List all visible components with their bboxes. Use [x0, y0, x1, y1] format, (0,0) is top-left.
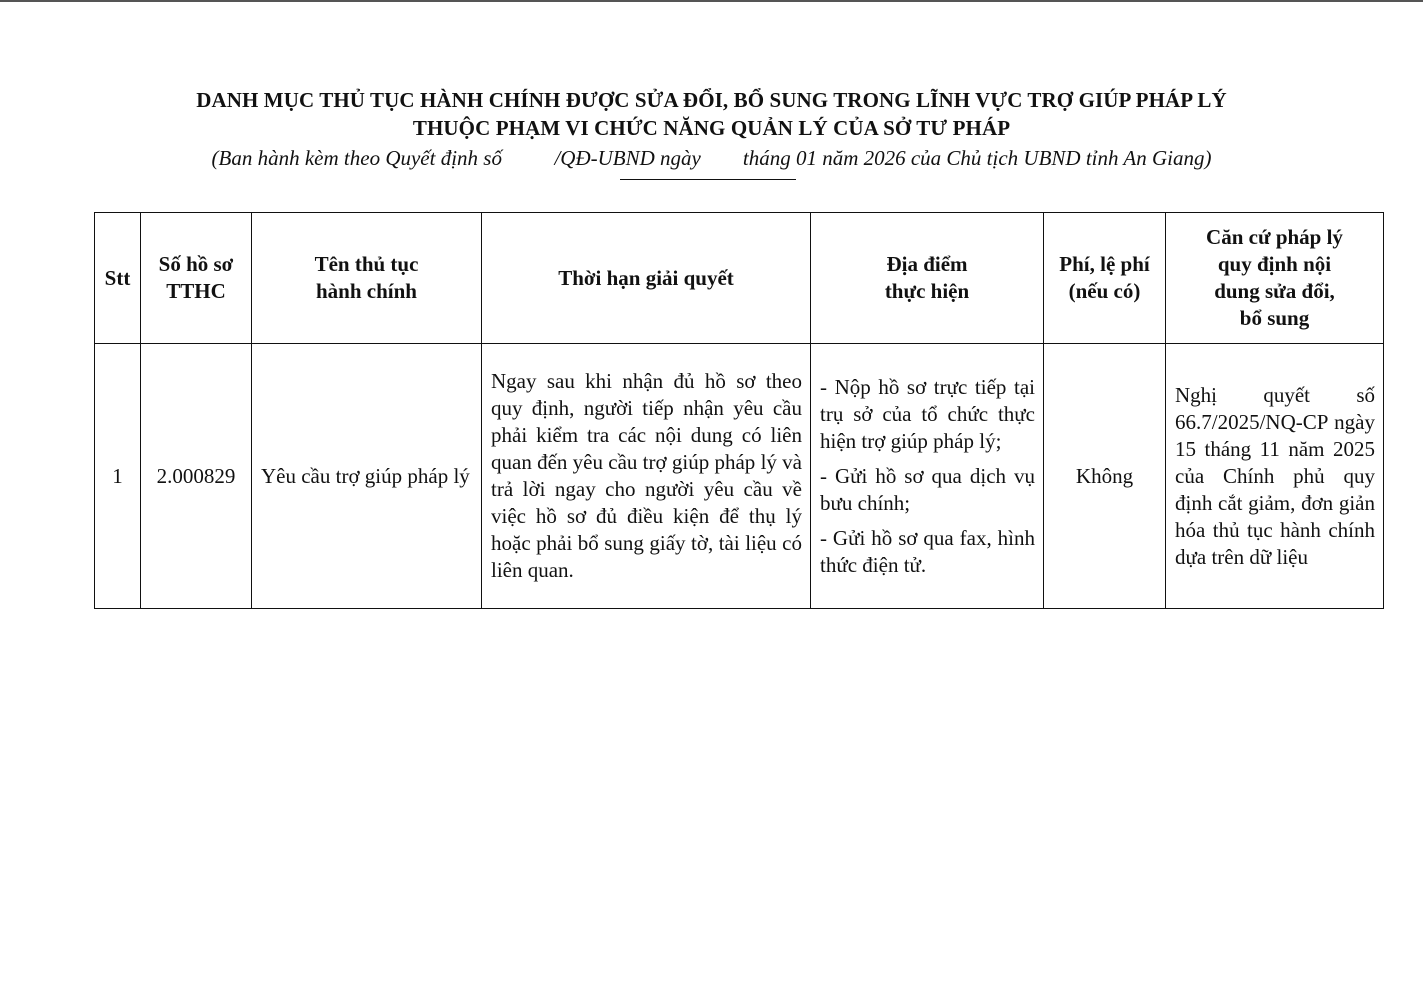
header-phi-line-1: Phí, lệ phí	[1059, 252, 1150, 276]
header-so-ho-so-line-2: TTHC	[166, 279, 226, 303]
header-ten-thu-tuc	[252, 213, 482, 344]
header-phi	[1044, 213, 1166, 344]
cell-dia-diem	[811, 344, 1044, 609]
subtitle-underline	[620, 179, 796, 180]
cell-ten-thu-tuc: Yêu cầu trợ giúp pháp lý	[252, 344, 482, 609]
header-can-cu-line-4: bổ sung	[1239, 306, 1310, 330]
document-header	[0, 86, 1423, 172]
cell-thoi-han: Ngay sau khi nhận đủ hồ sơ theo quy định, người tiếp nhận yêu cầu phải kiểm tra các nội dung có liên quan đến yêu cầu trợ giúp pháp lý và trả lời ngay cho người yêu cầu về việc hồ sơ đủ điều kiện để thụ lý hoặc phải bổ sung giấy tờ, tài liệu có liên quan.	[482, 344, 811, 609]
header-can-cu	[1166, 213, 1384, 344]
header-ten-line-2: hành chính	[316, 279, 417, 303]
dia-diem-item: - Gửi hồ sơ qua dịch vụ bưu chính;	[820, 463, 1035, 515]
header-stt-label: Stt	[104, 265, 131, 290]
document-subtitle: (Ban hành kèm theo Quyết định số /QĐ-UBND ngày tháng 01 năm 2026 của Chủ tịch UBND tỉnh An Giang)	[211, 146, 1212, 170]
header-dia-diem-line-1: Địa điểm	[886, 252, 968, 276]
header-can-cu-line-2: quy định nội	[1217, 252, 1332, 276]
table-header-row	[95, 213, 1384, 344]
top-border-line	[0, 0, 1423, 2]
document-title-line-2: THUỘC PHẠM VI CHỨC NĂNG QUẢN LÝ CỦA SỞ TƯ PHÁP	[412, 116, 1011, 140]
header-so-ho-so	[141, 213, 252, 344]
cell-stt: 1	[95, 344, 141, 609]
header-dia-diem	[811, 213, 1044, 344]
dia-diem-item: - Gửi hồ sơ qua fax, hình thức điện tử.	[820, 525, 1035, 577]
header-stt	[95, 213, 141, 344]
cell-so-ho-so: 2.000829	[141, 344, 252, 609]
cell-phi: Không	[1044, 344, 1166, 609]
header-can-cu-line-3: dung sửa đổi,	[1214, 279, 1335, 303]
header-dia-diem-line-2: thực hiện	[884, 279, 970, 303]
header-thoi-han-label: Thời hạn giải quyết	[558, 265, 734, 290]
header-thoi-han	[482, 213, 811, 344]
header-can-cu-line-1: Căn cứ pháp lý	[1206, 225, 1343, 249]
header-ten-line-1: Tên thủ tục	[314, 252, 419, 276]
cell-can-cu: Nghị quyết số 66.7/2025/NQ-CP ngày 15 tháng 11 năm 2025 của Chính phủ quy định cắt giảm, đơn giản hóa thủ tục hành chính dựa trên dữ liệu	[1166, 344, 1384, 609]
procedures-table	[94, 212, 1384, 609]
dia-diem-item: - Nộp hồ sơ trực tiếp tại trụ sở của tổ chức thực hiện trợ giúp pháp lý;	[820, 374, 1035, 453]
document-title-line-1: DANH MỤC THỦ TỤC HÀNH CHÍNH ĐƯỢC SỬA ĐỔI, BỔ SUNG TRONG LĨNH VỰC TRỢ GIÚP PHÁP LÝ	[196, 88, 1227, 112]
header-phi-line-2: (nếu có)	[1068, 279, 1141, 303]
table-row	[95, 344, 1384, 609]
header-so-ho-so-line-1: Số hồ sơ	[158, 252, 234, 276]
